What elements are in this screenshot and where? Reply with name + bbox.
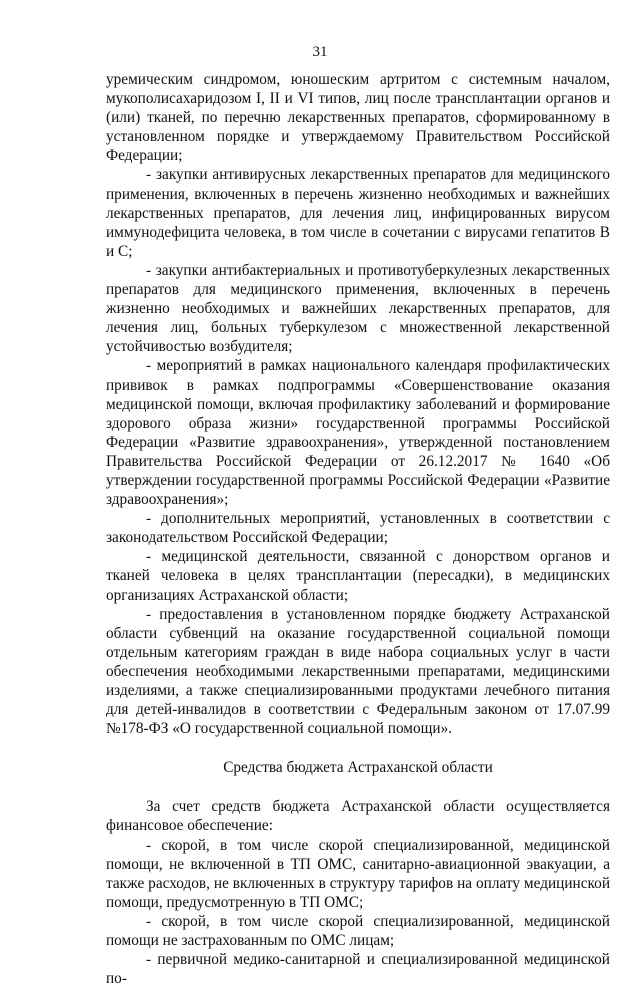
paragraph: - закупки антибактериальных и противотуберкулезных лекарственных препаратов для медицинского применения, включенных в перечень жизненно необходимых и важнейших лекарственных препаратов, для лечения лиц, больных туберкулезом с множественной лекарственной устойчивостью возбудителя;: [106, 261, 610, 356]
paragraph: уремическим синдромом, юношеским артритом с системным началом, мукополисахаридозом I, II и VI типов, лиц после трансплантации органов и (или) тканей, по перечню лекарственных препаратов, сформированному в установленном порядке и утверждаемому Правительством Российской Федерации;: [106, 71, 611, 165]
paragraph: - медицинской деятельности, связанной с донорством органов и тканей человека в целях трансплантации (пересадки), в медицинских организациях Астраханской области;: [106, 548, 610, 604]
paragraph: - первичной медико-санитарной и специализированной медицинской по-: [106, 951, 610, 988]
document-body: [106, 70, 610, 988]
paragraph: - скорой, в том числе скорой специализированной, медицинской помощи не застрахованным по ОМС лицам;: [106, 912, 610, 950]
paragraph: - скорой, в том числе скорой специализированной, медицинской помощи, не включенной в ТП ОМС, санитарно-авиационной эвакуации, а также расходов, не включенных в структуру тарифов на оплату медицинской помощи, предусмотренную в ТП ОМС;: [106, 836, 610, 911]
paragraph: - предоставления в установленном порядке бюджету Астраханской области субвенций на оказание государственной социальной помощи отдельным категориям граждан в виде набора социальных услуг в части обеспечения необходимыми лекарственными препаратами, медицинскими изделиями, а также специализированными продуктами лечебного питания для детей-инвалидов в соответствии с Федеральным законом от 17.07.99 №178-ФЗ «О государственной социальной помощи».: [106, 605, 610, 738]
paragraph: За счет средств бюджета Астраханской области осуществляется финансовое обеспечение:: [106, 798, 610, 835]
section-heading: Средства бюджета Астраханской области: [223, 759, 493, 777]
paragraph: - дополнительных мероприятий, установленных в соответствии с законодательством Российской Федерации;: [106, 510, 610, 547]
paragraph: - мероприятий в рамках национального календаря профилактических прививок в рамках подпрограммы «Совершенствование оказания медицинской помощи, включая профилактику заболеваний и формирование здорового образа жизни» государственной программы Российской Федерации «Развитие здравоохранения», утвержденной постановлением Правительства Российской Федерации от 26.12.2017 № 1640 «Об утверждении государственной программы Российской Федерации «Развитие здравоохранения»;: [106, 357, 610, 509]
paragraph: - закупки антивирусных лекарственных препаратов для медицинского применения, включенных в перечень жизненно необходимых и важнейших лекарственных препаратов, для лечения лиц, инфицированных вирусом иммунодефицита человека, в том числе в сочетании с вирусами гепатитов В и С;: [106, 166, 610, 260]
page-number: 31: [312, 44, 328, 60]
